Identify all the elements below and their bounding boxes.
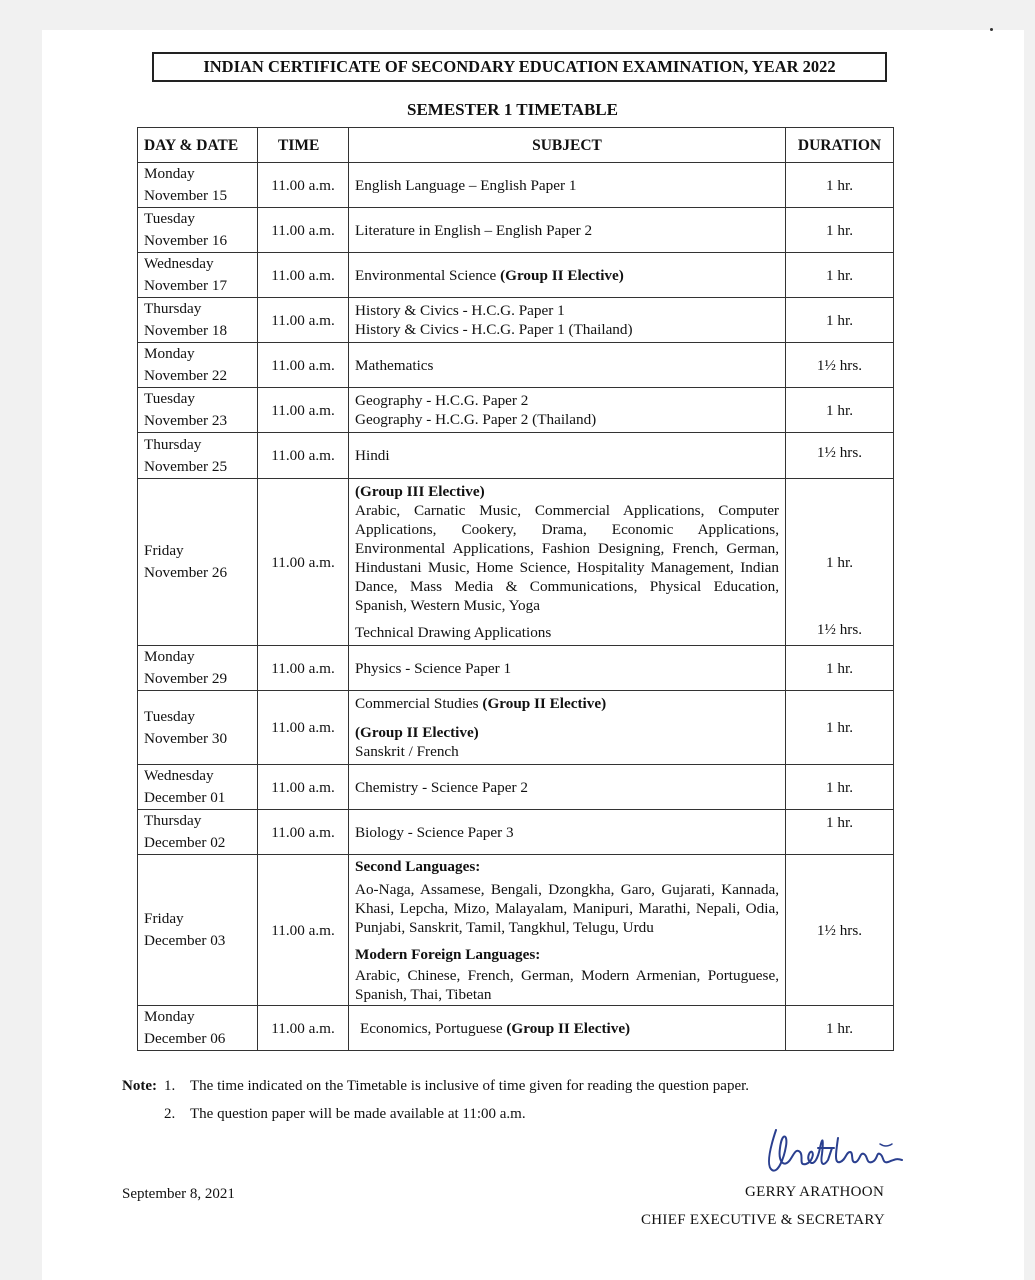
subject-cell: Literature in English – English Paper 2: [349, 208, 786, 253]
table-row: [138, 810, 894, 855]
day: Tuesday: [144, 707, 195, 725]
day-date-cell: [138, 298, 258, 343]
elective-tag: (Group II Elective): [500, 266, 624, 284]
subject-cell: Hindi: [349, 433, 786, 479]
day-date-cell: [138, 691, 258, 765]
day: Monday: [144, 345, 195, 362]
note-text: The time indicated on the Timetable is inclusive of time given for reading the question paper.: [190, 1078, 750, 1094]
timetable: [137, 127, 894, 1051]
date: November 26: [144, 564, 228, 581]
day-date-cell: [138, 479, 258, 646]
column-header-duration: DURATION: [786, 128, 894, 163]
table-row: [138, 1006, 894, 1051]
duration-value: 1½ hrs.: [816, 621, 863, 638]
group-heading: (Group II Elective): [355, 724, 479, 741]
duration-cell: 1½ hrs.: [786, 343, 894, 388]
table-row: [138, 343, 894, 388]
table-row: [138, 765, 894, 810]
subject-cell: Physics - Science Paper 1: [349, 646, 786, 691]
duration-cell: 1 hr.: [786, 208, 894, 253]
table-row: [138, 433, 894, 479]
time-cell: 11.00 a.m.: [258, 765, 349, 810]
date: November 18: [144, 322, 228, 339]
subject-cell: [349, 253, 786, 298]
time-cell: 11.00 a.m.: [258, 1006, 349, 1051]
day: Wednesday: [144, 767, 214, 784]
day: Monday: [144, 1008, 195, 1025]
table-row: [138, 646, 894, 691]
time-cell: 11.00 a.m.: [258, 343, 349, 388]
elective-tag: (Group II Elective): [482, 695, 607, 712]
subject-line: Geography - H.C.G. Paper 2 (Thailand): [355, 411, 597, 428]
date: December 03: [144, 932, 226, 949]
date: November 22: [144, 367, 228, 384]
document-title-text: INDIAN CERTIFICATE OF SECONDARY EDUCATION EXAMINATION, YEAR 2022: [203, 57, 836, 76]
duration-cell: 1 hr.: [786, 388, 894, 433]
duration-cell: 1 hr.: [786, 1006, 894, 1051]
subject-cell: Chemistry - Science Paper 2: [349, 765, 786, 810]
day: Thursday: [144, 300, 202, 317]
note-item: [122, 1100, 749, 1128]
table-row: [138, 208, 894, 253]
duration-cell: 1 hr.: [786, 810, 894, 855]
note-item: [122, 1072, 749, 1100]
column-header-day-date: DAY & DATE: [138, 128, 258, 163]
subject-line: Technical Drawing Applications: [355, 624, 552, 641]
subject-list: Arabic, Carnatic Music, Commercial Applications, Computer Applications, Cookery, Drama, Economic Applications, Environmental Applications, Fashion Designing, French, German, Hindustani Music, Home Science, Hospitality Management, Indian Dance, Mass Media & Communications, Physical Education, Spanish, Western Music, Yoga: [355, 502, 779, 614]
group-heading: (Group III Elective): [355, 483, 485, 500]
table-row: [138, 479, 894, 646]
subject-cell: [349, 388, 786, 433]
table-row: [138, 298, 894, 343]
day-date-cell: [138, 388, 258, 433]
day-date-cell: [138, 1006, 258, 1051]
subject-cell: [349, 691, 786, 765]
signature: [762, 1118, 907, 1188]
day: Tuesday: [144, 210, 195, 227]
date: November 15: [144, 187, 228, 204]
duration-cell: 1 hr.: [786, 765, 894, 810]
notes-section: [122, 1072, 749, 1128]
date: November 17: [144, 277, 228, 294]
date: November 25: [144, 457, 228, 475]
note-spacer: [122, 1100, 164, 1128]
column-header-time: TIME: [258, 128, 349, 163]
time-cell: 11.00 a.m.: [258, 208, 349, 253]
table-row: [138, 388, 894, 433]
duration-cell: 1 hr.: [786, 163, 894, 208]
subject-cell: English Language – English Paper 1: [349, 163, 786, 208]
subject-text: Environmental Science: [355, 266, 501, 284]
subject-cell: [349, 479, 786, 646]
date: December 01: [144, 789, 226, 806]
time-cell: 11.00 a.m.: [258, 479, 349, 646]
notes-label: Note:: [122, 1078, 157, 1094]
duration-cell: [786, 479, 894, 646]
table-row: [138, 253, 894, 298]
date: November 30: [144, 729, 228, 747]
duration-cell: 1 hr.: [786, 298, 894, 343]
subject-cell: [349, 298, 786, 343]
duration-cell: 1 hr.: [786, 253, 894, 298]
time-cell: 11.00 a.m.: [258, 163, 349, 208]
duration-cell: 1½ hrs.: [786, 855, 894, 1006]
day: Friday: [144, 542, 184, 559]
subject-line: History & Civics - H.C.G. Paper 1 (Thailand): [355, 321, 633, 338]
time-cell: 11.00 a.m.: [258, 253, 349, 298]
day: Thursday: [144, 435, 202, 453]
subject-cell: Mathematics: [349, 343, 786, 388]
day-date-cell: [138, 810, 258, 855]
time-cell: 11.00 a.m.: [258, 810, 349, 855]
duration-cell: 1 hr.: [786, 691, 894, 765]
subject-line: [355, 694, 779, 713]
group-heading: Modern Foreign Languages:: [355, 945, 541, 963]
day: Friday: [144, 910, 184, 927]
document-subtitle: [0, 100, 1035, 120]
elective-tag: (Group II Elective): [506, 1019, 631, 1037]
subject-line: History & Civics - H.C.G. Paper 1: [355, 302, 565, 319]
subject-line: Sanskrit / French: [355, 743, 459, 760]
day: Monday: [144, 165, 195, 182]
subject-cell: [349, 855, 786, 1006]
table-row: [138, 855, 894, 1006]
time-cell: 11.00 a.m.: [258, 855, 349, 1006]
time-cell: 11.00 a.m.: [258, 646, 349, 691]
subject-list: Ao-Naga, Assamese, Bengali, Dzongkha, Garo, Gujarati, Kannada, Khasi, Lepcha, Mizo, Malayalam, Manipuri, Marathi, Nepali, Odia, Punjabi, Sanskrit, Tamil, Tangkhul, Telugu, Urdu: [355, 880, 779, 936]
table-row: [138, 691, 894, 765]
speck: [990, 28, 993, 31]
issue-date: September 8, 2021: [122, 1186, 235, 1202]
subject-cell: [349, 1006, 786, 1051]
day-date-cell: [138, 208, 258, 253]
subject-text: Economics, Portuguese: [360, 1019, 507, 1037]
document-subtitle-text: SEMESTER 1 TIMETABLE: [407, 100, 618, 119]
day: Thursday: [144, 812, 202, 829]
duration-value: 1 hr.: [825, 553, 853, 571]
subject-cell: Biology - Science Paper 3: [349, 810, 786, 855]
subject-list: Arabic, Chinese, French, German, Modern Armenian, Portuguese, Spanish, Thai, Tibetan: [355, 966, 779, 1003]
date: November 23: [144, 412, 228, 429]
date: November 16: [144, 232, 228, 249]
date: December 02: [144, 834, 226, 851]
day: Monday: [144, 648, 195, 665]
document-title: [152, 52, 887, 82]
day-date-cell: [138, 343, 258, 388]
day-date-cell: [138, 433, 258, 479]
column-header-subject: SUBJECT: [349, 128, 786, 163]
note-text: The question paper will be made available at 11:00 a.m.: [190, 1106, 526, 1122]
group-heading: Second Languages:: [355, 857, 481, 875]
duration-cell: 1½ hrs.: [786, 433, 894, 479]
duration-cell: 1 hr.: [786, 646, 894, 691]
time-cell: 11.00 a.m.: [258, 691, 349, 765]
date: November 29: [144, 670, 228, 687]
subject-text: Commercial Studies: [355, 695, 483, 712]
day-date-cell: [138, 855, 258, 1006]
time-cell: 11.00 a.m.: [258, 388, 349, 433]
date: December 06: [144, 1030, 226, 1047]
table-header-row: [138, 128, 894, 163]
time-cell: 11.00 a.m.: [258, 298, 349, 343]
day: Tuesday: [144, 390, 195, 407]
signatory-name: GERRY ARATHOON: [745, 1184, 885, 1200]
day-date-cell: [138, 765, 258, 810]
day-date-cell: [138, 253, 258, 298]
subject-line: Geography - H.C.G. Paper 2: [355, 392, 529, 409]
note-number: 2.: [164, 1106, 176, 1122]
note-number: 1.: [164, 1078, 176, 1094]
day: Wednesday: [144, 255, 214, 272]
table-row: [138, 163, 894, 208]
day-date-cell: [138, 163, 258, 208]
day-date-cell: [138, 646, 258, 691]
time-cell: 11.00 a.m.: [258, 433, 349, 479]
signatory-title: CHIEF EXECUTIVE & SECRETARY: [641, 1212, 885, 1228]
